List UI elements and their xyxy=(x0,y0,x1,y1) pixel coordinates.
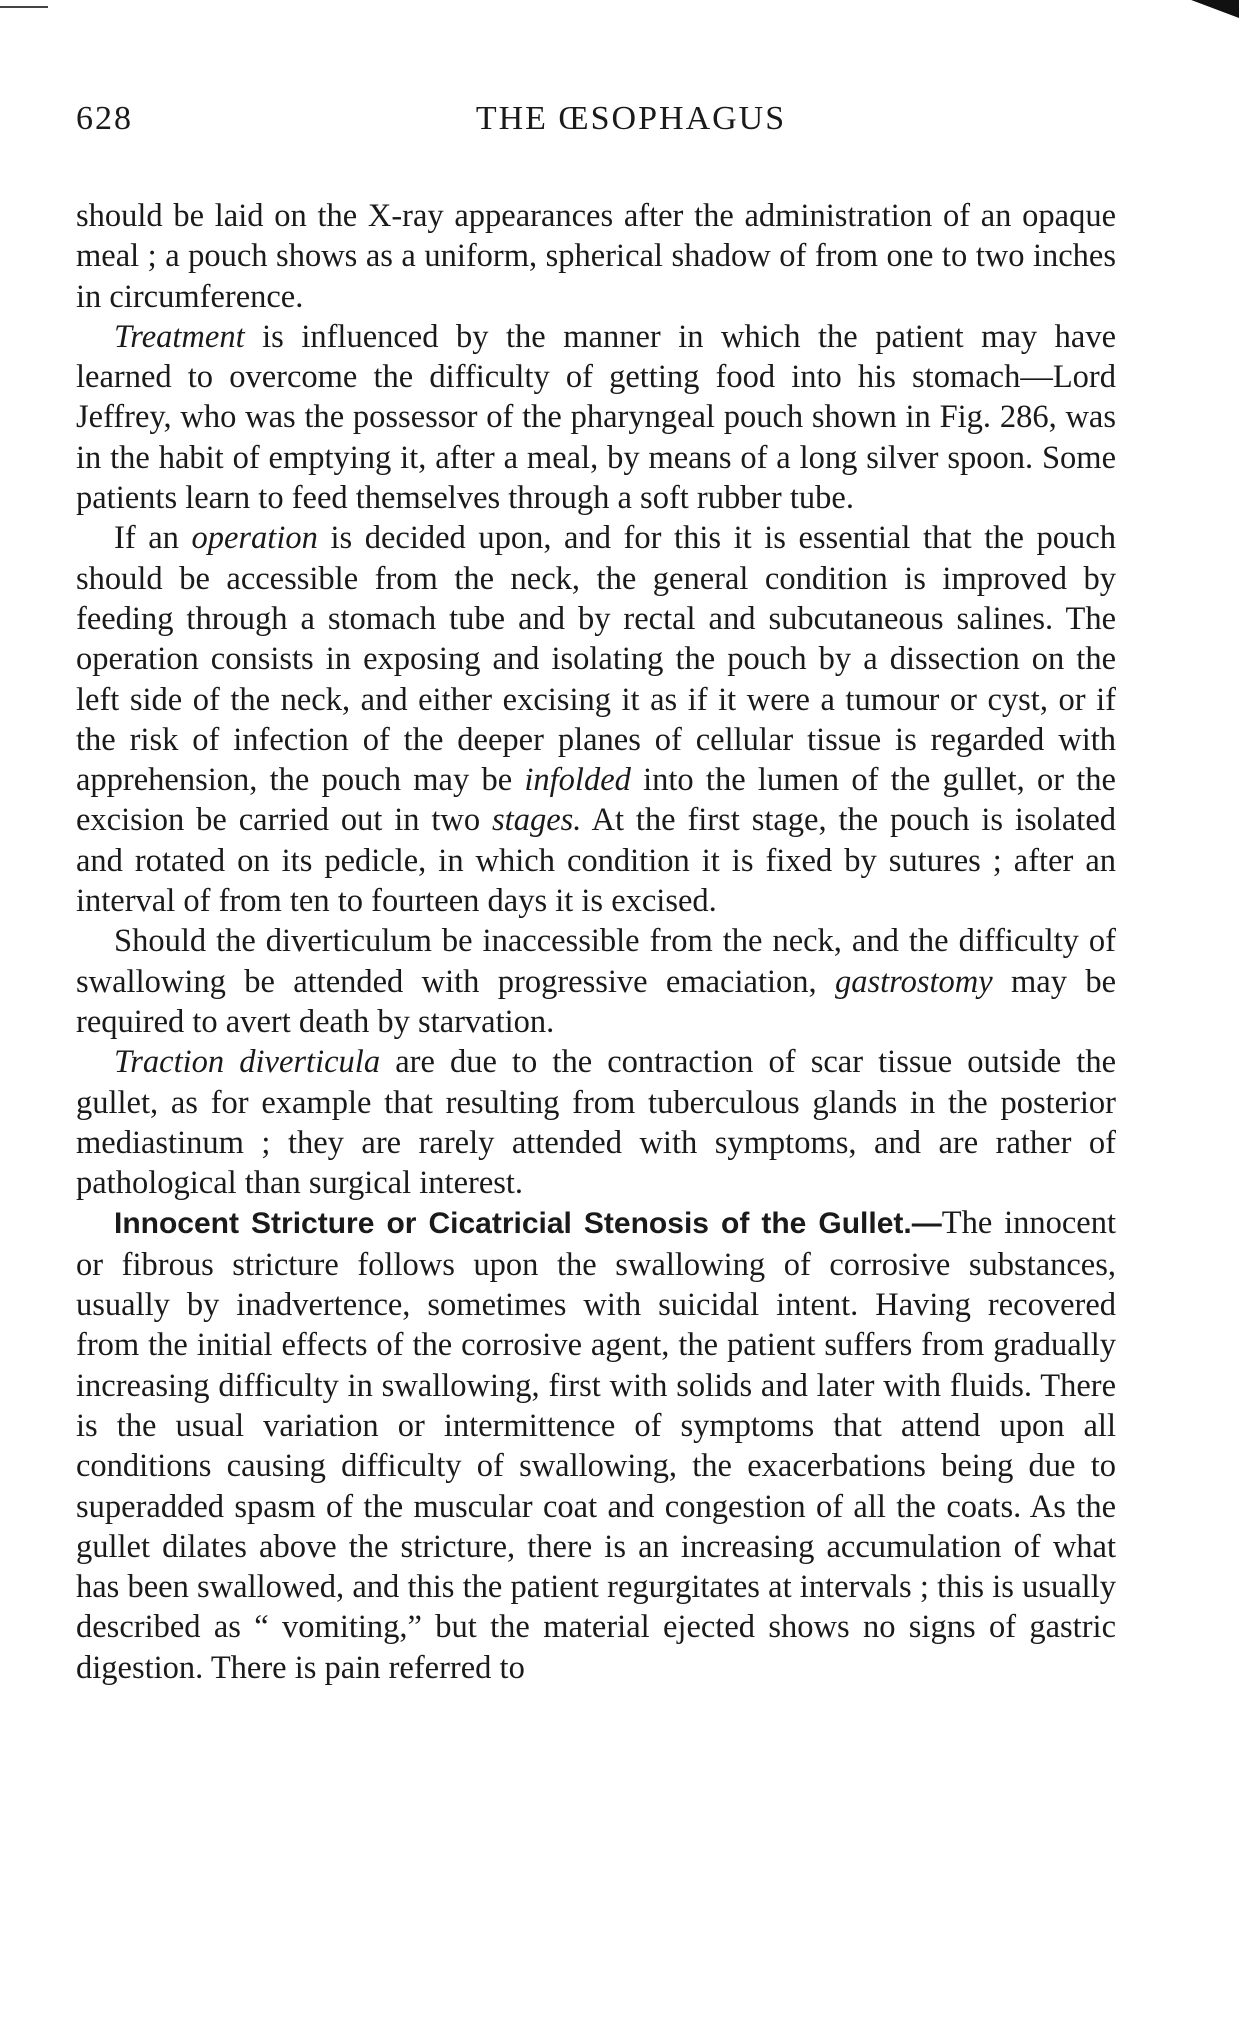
paragraph-traction-diverticula xyxy=(76,1042,1116,1203)
page-number: 628 xyxy=(76,100,133,137)
section-heading: Innocent Stricture or Cicatricial Stenosis of the Gullet.— xyxy=(114,1207,942,1241)
text-run: Should the diverticulum be inaccessible from the neck, and the difficulty of swallowing be attended with progressive emaciation, xyxy=(76,923,1116,1000)
paragraph-gastrostomy xyxy=(76,921,1116,1042)
paragraph-xray xyxy=(76,196,1116,317)
paragraph-treatment xyxy=(76,317,1116,518)
italic-run: operation xyxy=(191,520,318,557)
body-text xyxy=(76,196,1116,1688)
italic-run: stages. xyxy=(492,802,582,839)
paragraph-innocent-stricture xyxy=(76,1203,1116,1688)
book-page xyxy=(76,100,1116,1688)
text-run: into the lumen of the gullet, or the excision be carried out in two xyxy=(76,762,1116,839)
italic-run: Traction diverticula xyxy=(114,1044,381,1081)
text-run: should be laid on the X-ray appearances after the administration of an opaque meal ; a pouch shows as a uniform, spherical shadow of from one to two inches in circumference. xyxy=(76,198,1116,315)
text-run: If an xyxy=(114,520,192,557)
italic-run: gastrostomy xyxy=(834,963,993,1000)
page-corner-fold xyxy=(1149,0,1239,18)
text-run: is decided upon, and for this it is essential that the pouch should be accessible from the neck, the general condition is improved by feeding through a stomach tube and by rectal and subcutaneous salines. The operation consists in exposing and isolating the pouch by a dissection on the left side of the neck, and either excising it as if it were a tumour or cyst, or if the risk of infection of the deeper planes of cellular tissue is regarded with apprehension, the pouch may be xyxy=(76,520,1116,799)
italic-run: infolded xyxy=(524,762,631,799)
text-run: is influenced by the manner in which the patient may have learned to overcome the difficulty of getting food into his stomach—Lord Jeffrey, who was the possessor of the pharyngeal pouch shown in Fig. 286, was in the habit of emptying it, after a meal, by means of a long silver spoon. Some patients learn to feed themselves through a soft rubber tube. xyxy=(76,318,1116,517)
text-run: At the first stage, the pouch is isolated and rotated on its pedicle, in which condition it is fixed by sutures ; after an interval of from ten to fourteen days it is excised. xyxy=(76,802,1117,920)
italic-run: Treatment xyxy=(114,318,245,355)
paragraph-operation xyxy=(76,518,1116,921)
scan-edge-mark xyxy=(0,6,48,8)
text-run: are due to the contraction of scar tissue outside the gullet, as for example that resulting from tuberculous glands in the posterior mediastinum ; they are rarely attended with symptoms, and are rather of pathological than surgical interest. xyxy=(76,1044,1116,1202)
page-header xyxy=(76,100,1116,160)
text-run: The innocent or fibrous stricture follows upon the swallowing of corrosive substances, usually by inadvertence, sometimes with suicidal intent. Having recovered from the initial effects of the corrosive agent, the patient suffers from gradually increasing difficulty in swallowing, first with solids and later with fluids. There is the usual variation or intermittence of symptoms that attend upon all conditions causing difficulty of swallowing, the exacerbations being due to superadded spasm of the muscular coat and congestion of all the coats. As the gullet dilates above the stricture, there is an increasing accumulation of what has been swallowed, and this the patient regurgitates at intervals ; this is usually described as “ vomiting,” but the material ejected shows no signs of gastric digestion. There is pain referred to xyxy=(76,1205,1116,1686)
running-head: THE ŒSOPHAGUS xyxy=(475,100,787,137)
text-run: may be required to avert death by starvation. xyxy=(76,963,1116,1040)
